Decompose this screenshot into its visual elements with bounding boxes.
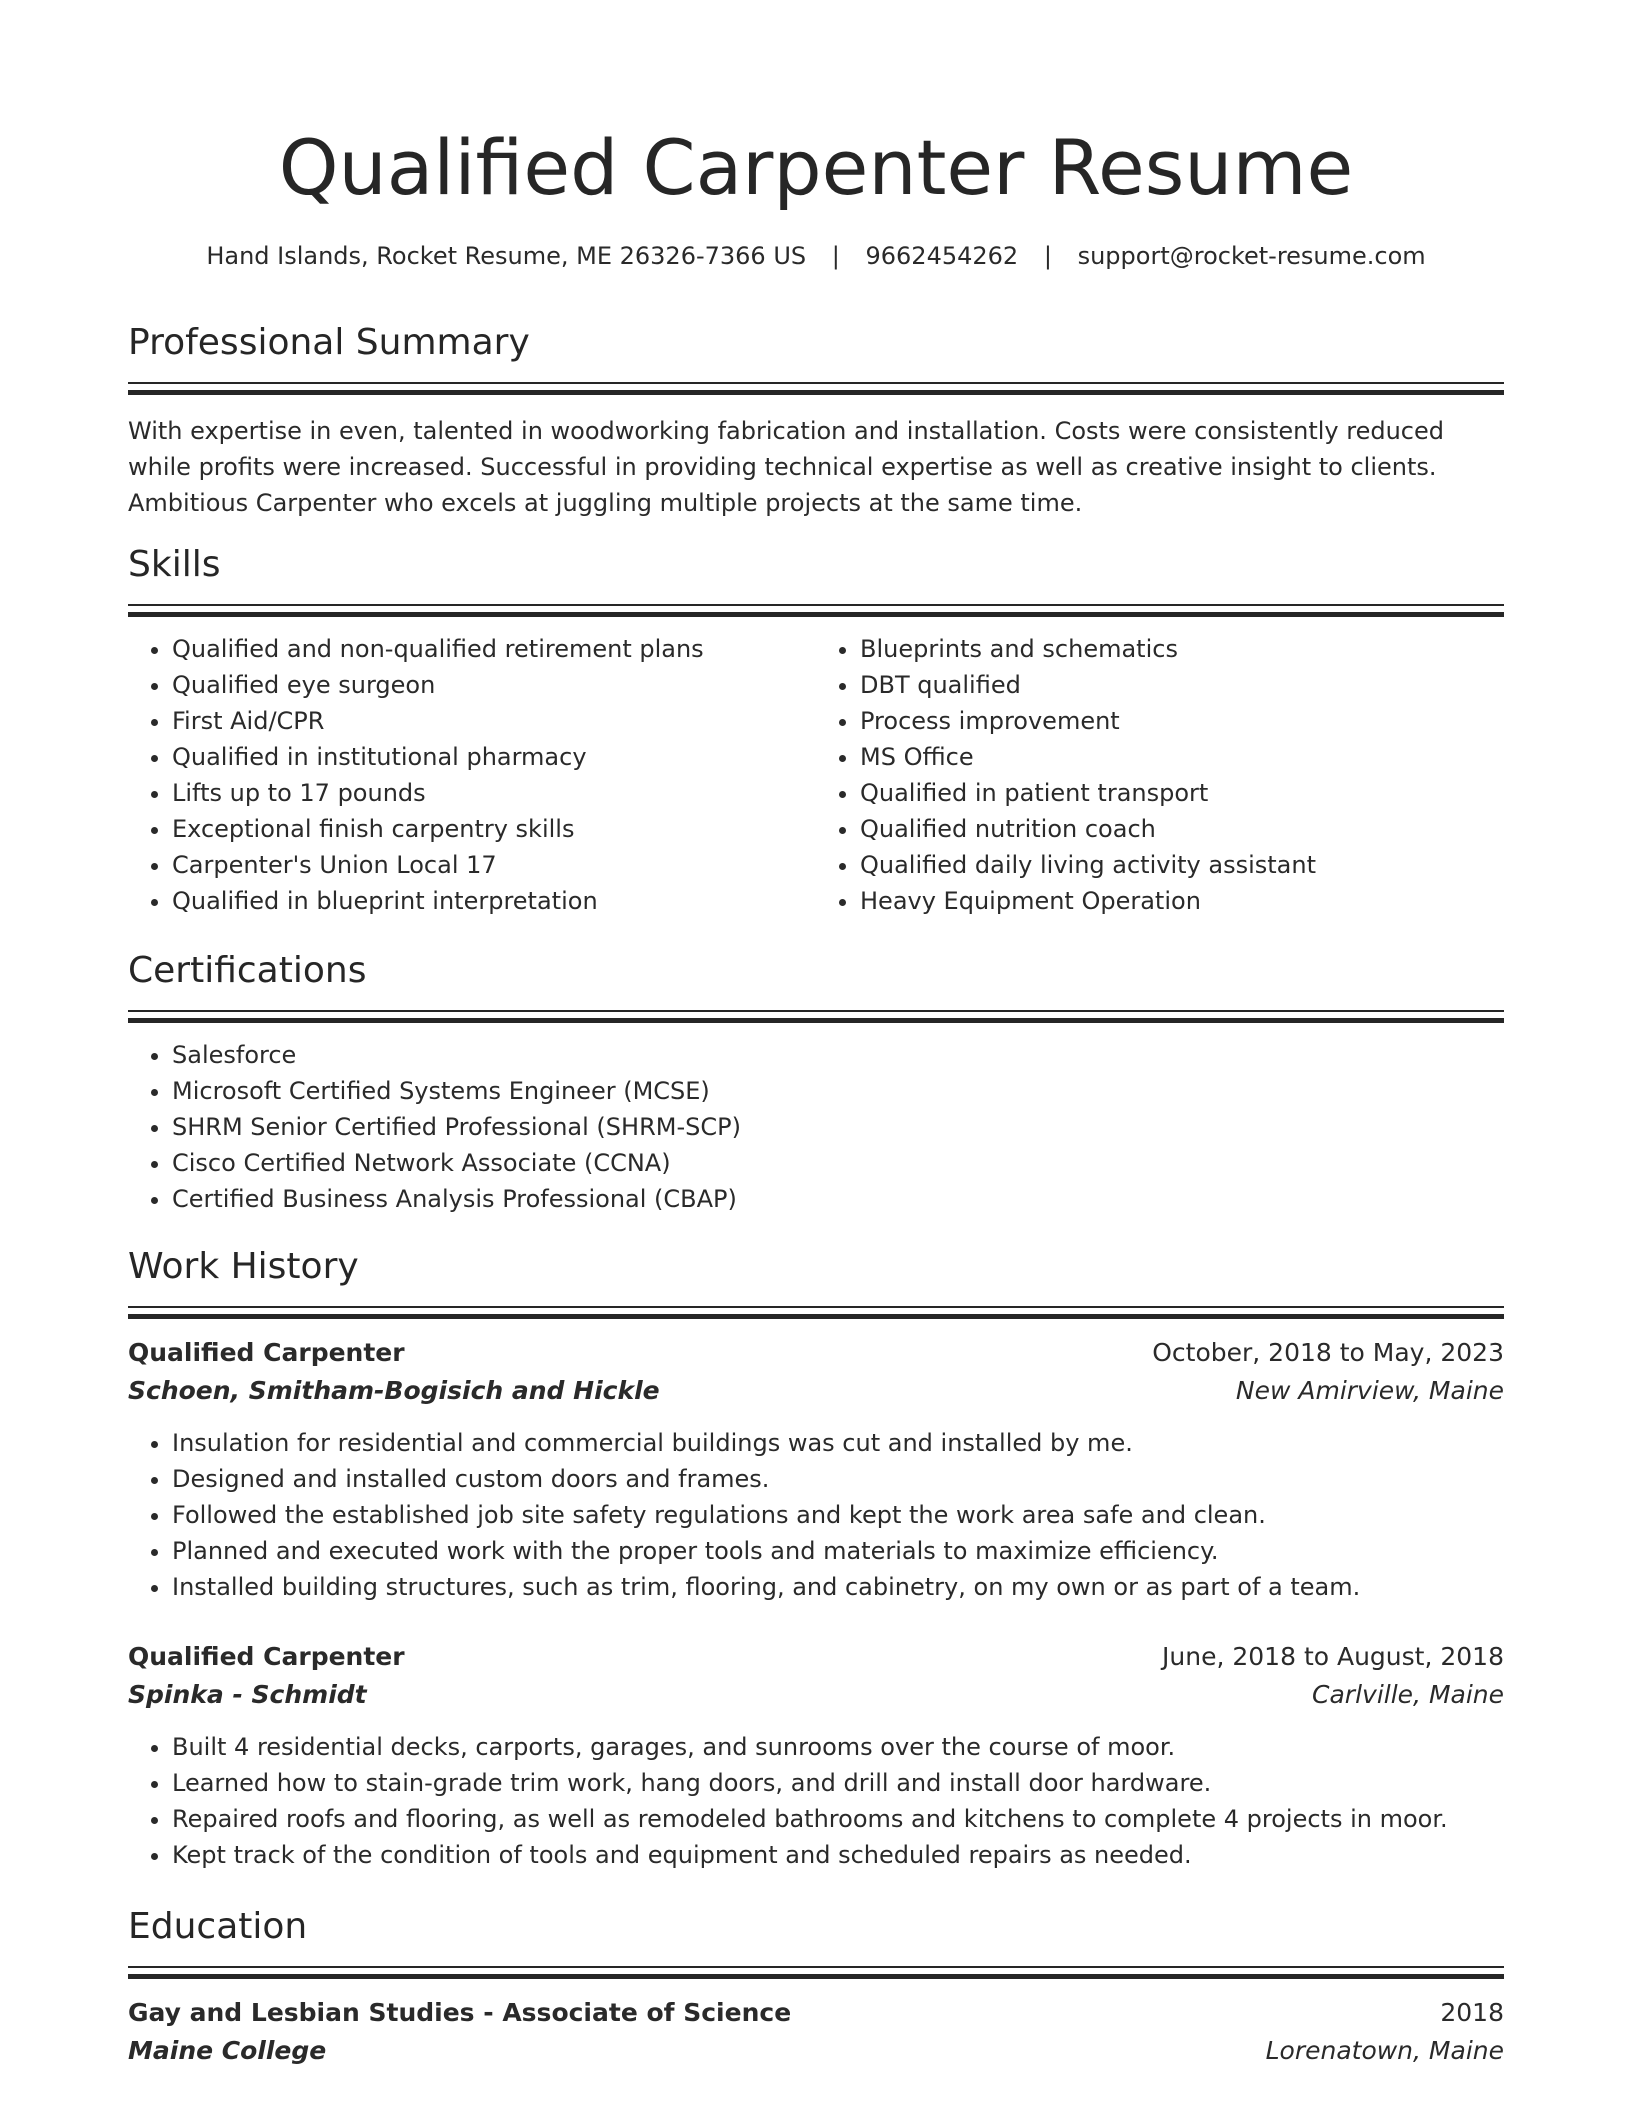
skill-item: • Heavy Equipment Operation [860,883,1504,919]
job-bullet: • Insulation for residential and commercial buildings was cut and installed by me. [172,1425,1504,1461]
education-header [128,1995,1504,2031]
section-title: Skills [128,544,221,585]
skill-item: • Qualified nutrition coach [860,811,1504,847]
certification-item: • Salesforce [172,1037,1504,1073]
section-title: Certifications [128,950,367,991]
work-history-section [128,1242,1504,1873]
education-subheader [128,2031,1504,2071]
skills-list-right [816,631,1504,919]
job-bullets [128,1425,1504,1605]
section-divider [128,604,1504,606]
summary-text: With expertise in even, talented in woodworking fabrication and installation. Costs were consistently reduced while profits were increased. Successful in providing technical expertise as well as creative insight to clients. Ambitious Carpenter who excels at juggling multiple projects at the same time. [128,417,1444,517]
skill-item: • MS Office [860,739,1504,775]
job-bullet: • Built 4 residential decks, carports, garages, and sunrooms over the course of moor. [172,1729,1504,1765]
education-location: Lorenatown, Maine [1265,2036,1504,2065]
section-title: Professional Summary [128,322,530,363]
contact-separator: | [831,242,840,270]
job-location: New Amirview, Maine [1235,1376,1504,1405]
job-bullet: • Learned how to stain-grade trim work, hang doors, and drill and install door hardware. [172,1765,1504,1801]
section-title: Work History [128,1246,359,1287]
section-divider [128,612,1504,617]
certification-item: • Cisco Certified Network Associate (CCNA) [172,1145,1504,1181]
skills-list-left [128,631,816,919]
skill-item: • Carpenter's Union Local 17 [172,847,816,883]
job-subheader [128,1371,1504,1411]
job-dates: October, 2018 to May, 2023 [1152,1338,1504,1367]
resume-name: Qualified Carpenter Resume [278,123,1354,212]
section-divider [128,1010,1504,1012]
job-header [128,1639,1504,1675]
education-degree: Gay and Lesbian Studies - Associate of Science [128,1998,792,2027]
job-bullet: • Designed and installed custom doors and frames. [172,1461,1504,1497]
job-subheader [128,1675,1504,1715]
contact-email: support@rocket-resume.com [1077,242,1426,270]
education-entry [128,1995,1504,2071]
skill-item: • Qualified in patient transport [860,775,1504,811]
skill-item: • Qualified eye surgeon [172,667,816,703]
job-company: Schoen, Smitham-Bogisich and Hickle [128,1376,660,1405]
job-title: Qualified Carpenter [128,1642,405,1671]
skill-item: • Lifts up to 17 pounds [172,775,816,811]
skill-item: • Process improvement [860,703,1504,739]
skill-item: • First Aid/CPR [172,703,816,739]
summary-section [128,318,1504,521]
skill-item: • Exceptional finish carpentry skills [172,811,816,847]
job-bullet: • Installed building structures, such as trim, flooring, and cabinetry, on my own or as part of a team. [172,1569,1504,1605]
certification-item: • SHRM Senior Certified Professional (SHRM-SCP) [172,1109,1504,1145]
section-divider [128,1966,1504,1968]
skill-item: • Qualified in blueprint interpretation [172,883,816,919]
job-entry [128,1639,1504,1873]
job-bullet: • Repaired roofs and flooring, as well as remodeled bathrooms and kitchens to complete 4 projects in moor. [172,1801,1504,1837]
section-divider [128,382,1504,384]
skill-item: • Qualified in institutional pharmacy [172,739,816,775]
section-divider [128,390,1504,395]
job-bullet: • Followed the established job site safety regulations and kept the work area safe and clean. [172,1497,1504,1533]
job-bullet: • Kept track of the condition of tools and equipment and scheduled repairs as needed. [172,1837,1504,1873]
job-entry [128,1335,1504,1605]
section-divider [128,1314,1504,1319]
skills-section [128,540,1504,919]
certifications-list [128,1037,1504,1217]
certification-item: • Certified Business Analysis Professional (CBAP) [172,1181,1504,1217]
education-section [128,1902,1504,2071]
contact-address: Hand Islands, Rocket Resume, ME 26326-7366 US [206,242,807,270]
section-divider [128,1018,1504,1023]
certifications-section [128,946,1504,1217]
contact-phone: 9662454262 [865,242,1019,270]
skills-columns [128,631,1504,919]
skill-item: • Blueprints and schematics [860,631,1504,667]
job-company: Spinka - Schmidt [128,1680,367,1709]
job-header [128,1335,1504,1371]
certification-item: • Microsoft Certified Systems Engineer (MCSE) [172,1073,1504,1109]
skill-item: • Qualified daily living activity assistant [860,847,1504,883]
contact-line [0,238,1632,274]
job-bullets [128,1729,1504,1873]
skill-item: • DBT qualified [860,667,1504,703]
job-bullet: • Planned and executed work with the proper tools and materials to maximize efficiency. [172,1533,1504,1569]
job-dates: June, 2018 to August, 2018 [1162,1642,1504,1671]
education-year: 2018 [1440,1998,1504,2027]
education-school: Maine College [128,2036,327,2065]
section-divider [128,1974,1504,1979]
contact-separator: | [1043,242,1052,270]
job-location: Carlville, Maine [1312,1680,1504,1709]
job-title: Qualified Carpenter [128,1338,405,1367]
skill-item: • Qualified and non-qualified retirement plans [172,631,816,667]
section-title: Education [128,1906,308,1947]
section-divider [128,1306,1504,1308]
